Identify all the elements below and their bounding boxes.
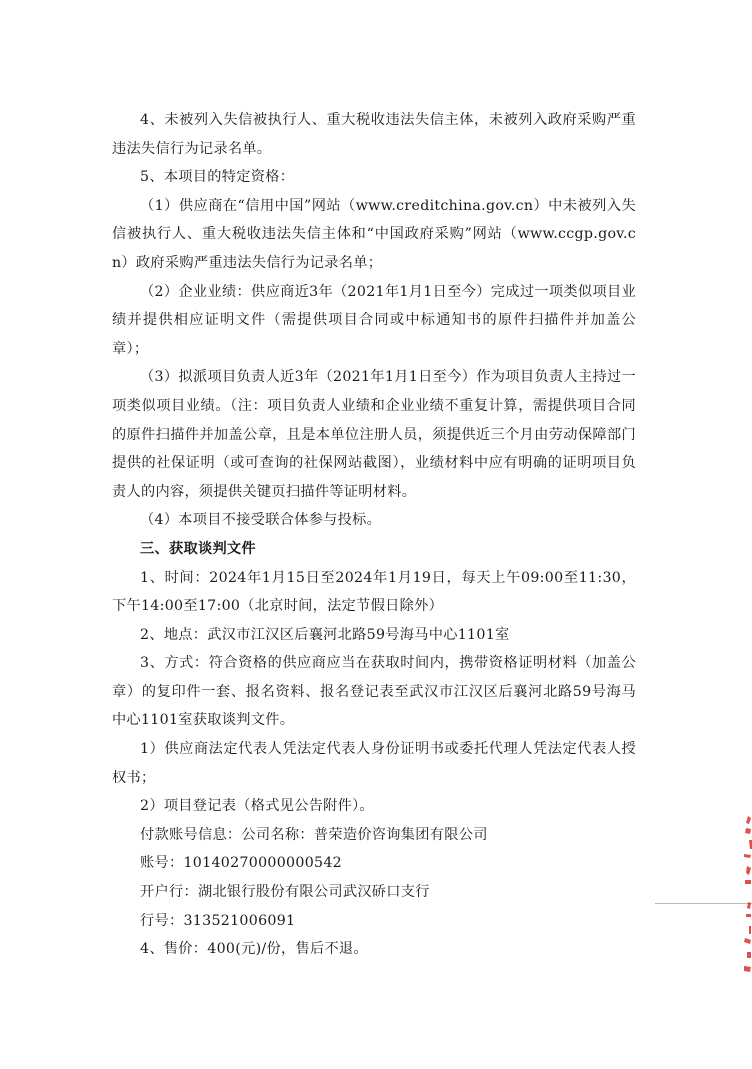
paragraph-payee: 付款账号信息：公司名称：普荣造价咨询集团有限公司 [140,826,488,843]
paragraph-account: 账号：10140270000000542 [140,855,343,872]
paragraph-req-5-1: （1）供应商在“信用中国”网站（www.creditchina.gov.cn）中未被列入失信被执行人、重大税收违法失信主体和“中国政府采购”网站（www.ccgp.gov.cn）政府采购严重违法失信行为记录名单； [112,197,636,271]
paragraph-bank: 开户行：湖北银行股份有限公司武汉硚口支行 [140,884,430,901]
paragraph-req-5-2: （2）企业业绩：供应商近3年（2021年1月1日至今）完成过一项类似项目业绩并提供相应证明文件（需提供项目合同或中标通知书的原件扫描件并加盖公章）； [112,283,636,357]
paragraph-place: 2、地点：武汉市江汉区后襄河北路59号海马中心1101室 [140,626,510,643]
paragraph-req-4: 4、未被列入失信被执行人、重大税收违法失信主体，未被列入政府采购严重违法失信行为记录名单。 [112,112,636,157]
paragraph-req-5-4: （4）本项目不接受联合体参与投标。 [140,512,382,529]
seal-stamp-fragment [738,810,752,980]
paragraph-bank-code: 行号：313521006091 [140,912,296,929]
paragraph-section-3: 三、获取谈判文件 [140,540,256,557]
document-body [112,106,636,964]
paragraph-req-5: 5、本项目的特定资格： [140,169,295,186]
paragraph-method: 3、方式：符合资格的供应商应当在获取时间内，携带资格证明材料（加盖公章）的复印件一套、报名资料、报名登记表至武汉市江汉区后襄河北路59号海马中心1101室获取谈判文件。 [112,655,636,729]
paragraph-time: 1、时间：2024年1月15日至2024年1月19日，每天上午09:00至11:30，下午14:00至17:00（北京时间，法定节假日除外） [112,569,636,615]
paragraph-method-2: 2）项目登记表（格式见公告附件）。 [140,798,375,815]
paragraph-price: 4、售价：400(元)/份，售后不退。 [140,941,368,958]
paragraph-req-5-3: （3）拟派项目负责人近3年（2021年1月1日至今）作为项目负责人主持过一项类似项目业绩。（注：项目负责人业绩和企业业绩不重复计算，需提供项目合同的原件扫描件并加盖公章，且是本单位注册人员，须提供近三个月由劳动保障部门提供的社保证明（或可查询的社保网站截图），业绩材料中应有明确的证明项目负责人的内容，须提供关键页扫描件等证明材料。 [112,369,636,500]
paragraph-method-1: 1）供应商法定代表人凭法定代表人身份证明书或委托代理人凭法定代表人授权书； [112,741,636,786]
